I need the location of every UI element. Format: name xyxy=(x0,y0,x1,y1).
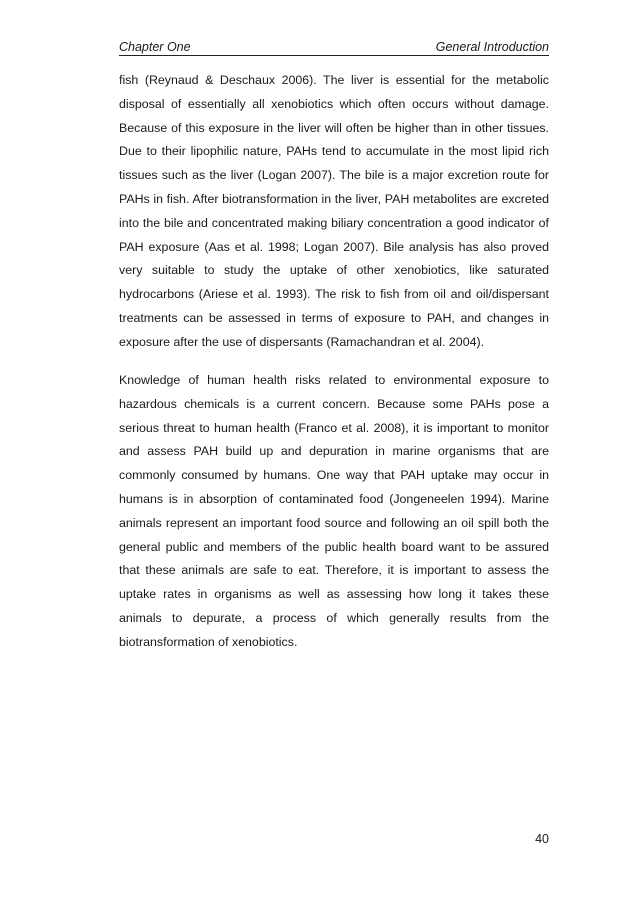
chapter-label: Chapter One xyxy=(119,40,191,54)
body-paragraph-2: Knowledge of human health risks related to environmental exposure to hazardous chemicals is a current concern. Because some PAHs pose a serious threat to human health (Franco et al. 2008), it is important to monitor and assess PAH build up and depuration in marine organisms that are commonly consumed by humans. One way that PAH uptake may occur in humans is in absorption of contaminated food (Jongeneelen 1994). Marine animals represent an important food source and following an oil spill both the general public and members of the public health board want to be assured that these animals are safe to eat. Therefore, it is important to assess the uptake rates in organisms as well as assessing how long it takes these animals to depurate, a process of which generally results from the biotransformation of xenobiotics. xyxy=(119,373,549,649)
body-paragraph-1: fish (Reynaud & Deschaux 2006). The liver is essential for the metabolic disposal of essentially all xenobiotics which often occurs without damage. Because of this exposure in the liver will often be higher than in other tissues. Due to their lipophilic nature, PAHs tend to accumulate in the most lipid rich tissues such as the liver (Logan 2007). The bile is a major excretion route for PAHs in fish. After biotransformation in the liver, PAH metabolites are excreted into the bile and concentrated making biliary concentration a good indicator of PAH exposure (Aas et al. 1998; Logan 2007). Bile analysis has also proved very suitable to study the uptake of other xenobiotics, like saturated hydrocarbons (Ariese et al. 1993). The risk to fish from oil and oil/dispersant treatments can be assessed in terms of exposure to PAH, and changes in exposure after the use of dispersants (Ramachandran et al. 2004). xyxy=(119,73,549,349)
running-header xyxy=(119,37,549,57)
header-divider xyxy=(119,55,549,56)
section-label: General Introduction xyxy=(435,40,549,54)
page-number: 40 xyxy=(535,832,549,846)
